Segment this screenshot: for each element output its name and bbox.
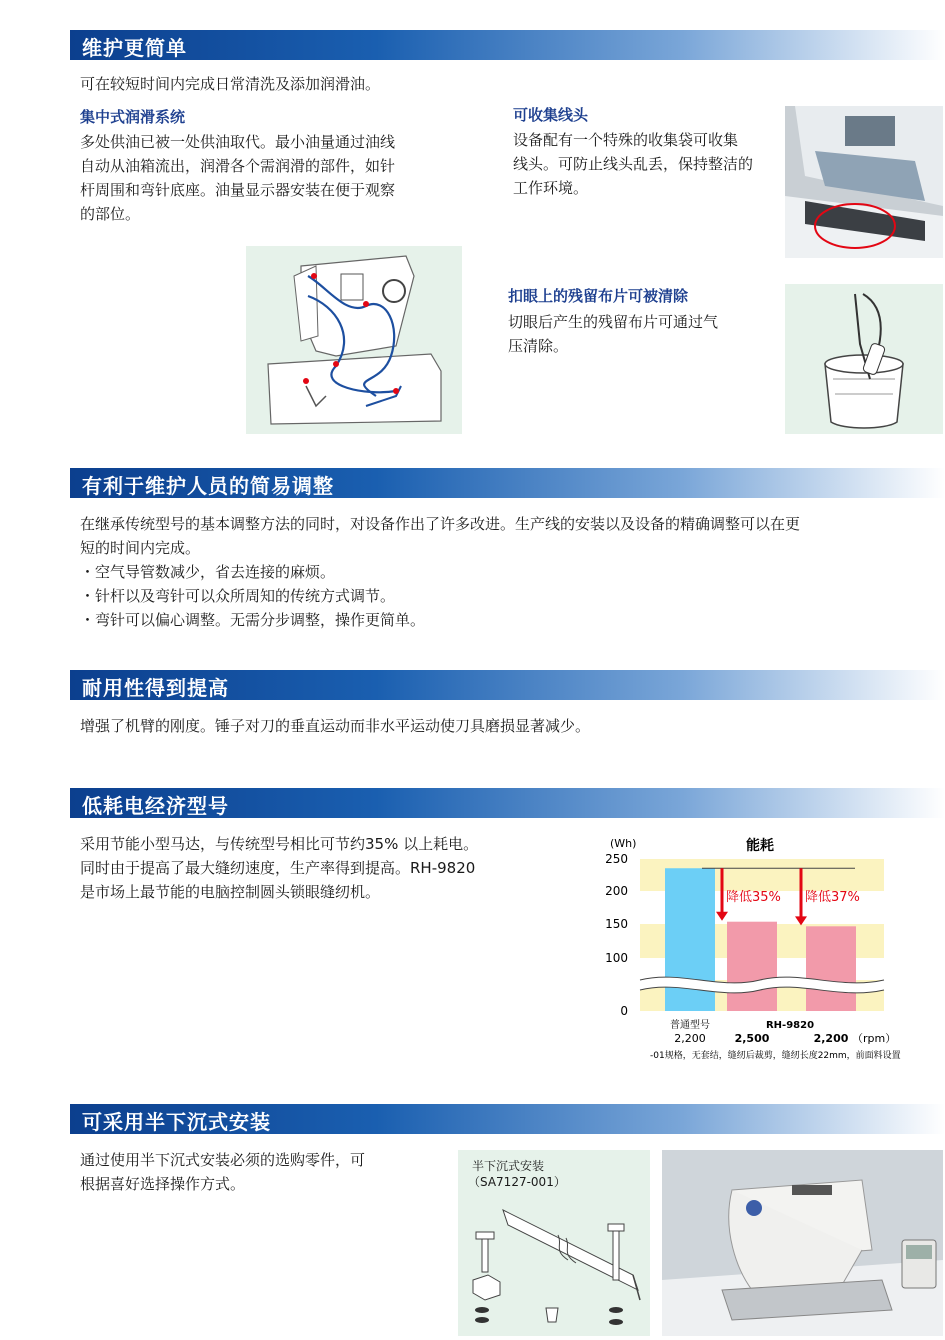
- x-speed-label: 2,200: [674, 1032, 706, 1045]
- lube-line-2: 自动从油箱流出，润滑各个需润滑的部件，如针: [80, 157, 396, 175]
- install-line-1: 通过使用半下沉式安装必须的选购零件，可: [80, 1151, 366, 1169]
- x-speed-label: 2,500: [734, 1032, 770, 1045]
- lube-line-3: 杆周围和弯针底座。油量显示器安装在便于观察: [80, 181, 396, 199]
- x-speed-label: 2,200: [813, 1032, 849, 1045]
- scraps-line-2: 压清除。: [508, 337, 569, 355]
- bar-3: [806, 926, 856, 1011]
- economy-line-3: 是市场上最节能的电脑控制圆头锁眼缝纫机。: [80, 883, 381, 901]
- section-title: 低耗电经济型号: [82, 794, 229, 818]
- reduction-label-1: 降低35%: [726, 890, 781, 905]
- kit-label: 半下沉式安装: [472, 1159, 545, 1173]
- durability-text: 增强了机臂的刚度。锤子对刀的垂直运动而非水平运动使刀具磨损显著减少。: [80, 717, 591, 735]
- chart-footnote: -01规格，无套结，缝纫后裁剪，缝纫长度22mm，前面料设置: [650, 1051, 901, 1061]
- semi-submerged-kit-illustration: [458, 1150, 650, 1336]
- thread-line-2: 线头。可防止线头乱丢，保持整洁的: [513, 155, 754, 173]
- install-line-2: 根据喜好选择操作方式。: [80, 1175, 246, 1193]
- scraps-line-1: 切眼后产生的残留布片可通过气: [508, 313, 719, 331]
- y-tick-label: 100: [605, 951, 628, 965]
- lubrication-diagram: [246, 246, 462, 434]
- x-category-label: 普通型号: [670, 1020, 710, 1031]
- section-header-maintenance: [70, 30, 945, 60]
- chart-y-unit: (Wh): [610, 837, 637, 850]
- section-header-install: [70, 1104, 945, 1134]
- thread-line-3: 工作环境。: [513, 179, 589, 197]
- adjust-line-1: 在继承传统型号的基本调整方法的同时，对设备作出了许多改进。生产线的安装以及设备的精确调整可以在更: [80, 515, 801, 533]
- chart-title: 能耗: [746, 838, 774, 854]
- chart-speed-unit: （rpm）: [852, 1032, 897, 1045]
- economy-line-2: 同时由于提高了最大缝纫速度，生产率得到提高。RH-9820: [80, 859, 476, 877]
- kit-code: （SA7127-001）: [468, 1175, 566, 1189]
- economy-line-1: 采用节能小型马达，与传统型号相比可节约35% 以上耗电。: [80, 835, 479, 853]
- section-header-economy: [70, 788, 945, 818]
- section-header-adjust: [70, 468, 945, 498]
- y-tick-label: 200: [605, 884, 628, 898]
- scraps-title: 扣眼上的残留布片可被清除: [508, 287, 689, 305]
- adjust-bullet-2: ・针杆以及弯针可以众所周知的传统方式调节。: [80, 587, 396, 605]
- lube-title: 集中式润滑系统: [80, 108, 186, 126]
- sewing-machine-photo: [662, 1150, 943, 1336]
- adjust-line-2: 短的时间内完成。: [80, 539, 201, 557]
- lube-line-4: 的部位。: [80, 205, 141, 223]
- y-tick-label: 0: [620, 1004, 628, 1018]
- reduction-arrowhead-1: [716, 912, 728, 921]
- section-header-durability: [70, 670, 945, 700]
- section-title: 有利于维护人员的简易调整: [82, 474, 334, 498]
- energy-consumption-chart: [600, 830, 910, 1070]
- bar-2: [727, 922, 777, 1011]
- lube-line-1: 多处供油已被一处供油取代。最小油量通过油线: [80, 133, 396, 151]
- y-tick-label: 150: [605, 917, 628, 931]
- adjust-bullet-3: ・弯针可以偏心调整。无需分步调整，操作更简单。: [80, 611, 426, 629]
- section-title: 可采用半下沉式安装: [82, 1110, 271, 1134]
- adjust-bullet-1: ・空气导管数减少，省去连接的麻烦。: [80, 563, 336, 581]
- thread-title: 可收集线头: [513, 106, 589, 124]
- scrap-removal-illustration: [785, 284, 943, 434]
- maintenance-intro: 可在较短时间内完成日常清洗及添加润滑油。: [80, 75, 381, 93]
- reduction-arrowhead-2: [795, 916, 807, 925]
- section-title: 耐用性得到提高: [82, 676, 229, 700]
- x-group-label: RH-9820: [765, 1020, 815, 1031]
- y-tick-label: 250: [605, 852, 628, 866]
- reduction-label-2: 降低37%: [805, 890, 860, 905]
- thread-line-1: 设备配有一个特殊的收集袋可收集: [513, 131, 739, 149]
- thread-collector-photo: [785, 106, 943, 258]
- section-title: 维护更简单: [82, 36, 187, 60]
